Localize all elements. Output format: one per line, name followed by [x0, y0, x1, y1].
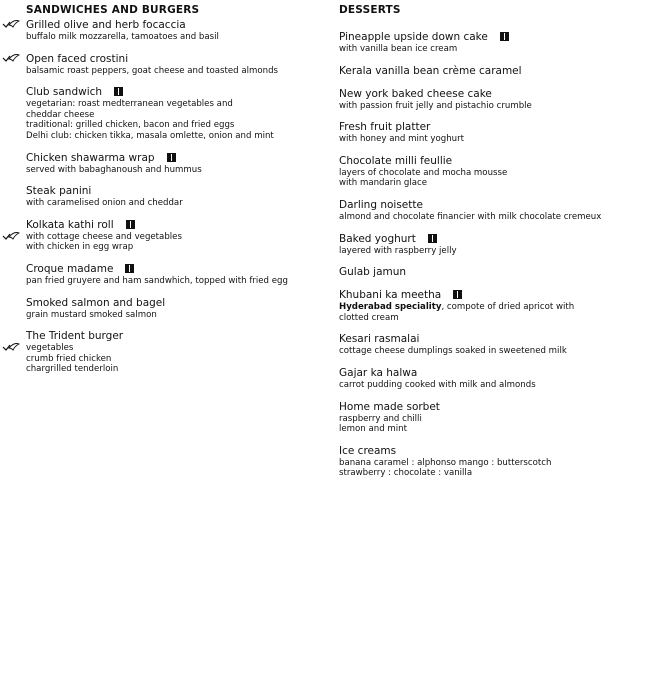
chef-recommendation-icon — [2, 341, 20, 353]
item-name: Ice creams — [339, 444, 397, 457]
item-desc: vegetables — [26, 343, 74, 354]
item-desc: almond and chocolate financier with milk chocolate cremeux — [339, 211, 602, 222]
menu-item-shawarma — [26, 152, 326, 176]
item-desc: with mandarin glace — [339, 178, 427, 189]
menu-item-trident-burger — [26, 330, 326, 375]
menu-item-sorbet — [339, 401, 644, 435]
item-desc: cheddar cheese — [26, 109, 95, 120]
item-desc: with chicken in egg wrap — [26, 242, 134, 253]
item-desc: carrot pudding cooked with milk and almonds — [339, 379, 536, 390]
sandwiches-burgers-section — [26, 4, 326, 385]
item-name: Chocolate milli feullie — [339, 154, 453, 167]
item-desc: lemon and mint — [339, 424, 407, 435]
item-desc: strawberry : chocolate : vanilla — [339, 468, 473, 479]
item-desc: with cottage cheese and vegetables — [26, 231, 182, 242]
vegetarian-icon — [125, 264, 134, 273]
item-name: Darling noisette — [339, 198, 423, 211]
menu-item-croque-madame — [26, 263, 326, 287]
item-name-row — [26, 86, 326, 99]
vegetarian-icon — [500, 32, 509, 41]
item-desc: grain mustard smoked salmon — [26, 309, 157, 320]
menu-item-milli-feullie — [339, 155, 644, 189]
item-desc: balsamic roast peppers, goat cheese and toasted almonds — [26, 65, 279, 76]
item-name: Chicken shawarma wrap — [26, 151, 155, 164]
item-name: Gulab jamun — [339, 266, 407, 279]
item-desc: traditional: grilled chicken, bacon and fried eggs — [26, 120, 235, 131]
desserts-section — [339, 4, 644, 489]
section-title-sandwiches: SANDWICHES AND BURGERS — [26, 4, 200, 16]
menu-item-ice-creams — [339, 445, 644, 479]
chef-recommendation-icon — [2, 52, 20, 64]
menu-item-gulab-jamun — [339, 266, 644, 279]
item-name-row — [26, 263, 326, 276]
item-desc: Delhi club: chicken tikka, masala omlette, onion and mint — [26, 130, 274, 141]
item-name: Kesari rasmalai — [339, 333, 420, 346]
item-name: New york baked cheese cake — [339, 87, 492, 100]
item-name: Smoked salmon and bagel — [26, 296, 166, 309]
item-desc: with honey and mint yoghurt — [339, 134, 465, 145]
item-name: Steak panini — [26, 185, 92, 198]
item-desc: layers of chocolate and mocha mousse — [339, 167, 508, 178]
item-name: Baked yoghurt — [339, 232, 416, 245]
menu-item-focaccia — [26, 19, 326, 43]
item-desc: clotted cream — [339, 312, 399, 323]
menu-item-kathi-roll — [26, 219, 326, 253]
item-name-row — [26, 152, 326, 165]
item-name: The Trident burger — [26, 330, 124, 343]
menu-item-cheese-cake — [339, 88, 644, 112]
item-name: Croque madame — [26, 262, 114, 275]
item-name: Fresh fruit platter — [339, 121, 431, 134]
chef-recommendation-icon — [2, 230, 20, 242]
item-name-row — [339, 233, 644, 246]
menu-item-fruit-platter — [339, 121, 644, 145]
item-desc-highlight: Hyderabad speciality — [339, 302, 442, 313]
item-name: Khubani ka meetha — [339, 289, 442, 302]
item-name: Kerala vanilla bean crème caramel — [339, 64, 522, 77]
vegetarian-icon — [428, 234, 437, 243]
item-name: Club sandwich — [26, 86, 103, 99]
item-desc: pan fried gruyere and ham sandwhich, topped with fried egg — [26, 275, 288, 286]
vegetarian-icon — [167, 153, 176, 162]
item-desc: raspberry and chilli — [339, 413, 422, 424]
vegetarian-icon — [453, 290, 462, 299]
menu-item-darling-noisette — [339, 199, 644, 223]
item-desc: served with babaghanoush and hummus — [26, 164, 202, 175]
item-desc-row — [339, 302, 644, 313]
menu-item-gajar-ka-halwa — [339, 367, 644, 391]
menu-item-kesari-rasmalai — [339, 333, 644, 357]
menu-item-club-sandwich — [26, 86, 326, 141]
menu-item-smoked-salmon — [26, 297, 326, 321]
item-name: Open faced crostini — [26, 52, 129, 65]
item-desc: crumb fried chicken — [26, 353, 112, 364]
item-desc: layered with raspberry jelly — [339, 245, 457, 256]
menu-item-baked-yoghurt — [339, 233, 644, 257]
chef-recommendation-icon — [2, 18, 20, 30]
item-name: Pineapple upside down cake — [339, 31, 488, 43]
item-desc: with caramelised onion and cheddar — [26, 198, 183, 209]
menu-item-khubani-ka-meetha — [339, 289, 644, 323]
item-desc: cottage cheese dumplings soaked in sweetened milk — [339, 346, 567, 357]
vegetarian-icon — [114, 87, 123, 96]
item-desc: with vanilla bean ice cream — [339, 44, 458, 54]
item-name: Grilled olive and herb focaccia — [26, 19, 186, 31]
vegetarian-icon — [126, 220, 135, 229]
spacer — [339, 19, 644, 31]
item-name-row — [26, 219, 326, 232]
item-desc: buffalo milk mozzarella, tamoatoes and basil — [26, 32, 219, 42]
menu-item-steak-panini — [26, 185, 326, 209]
item-desc: banana caramel : alphonso mango : butterscotch — [339, 457, 552, 468]
item-name-row — [339, 289, 644, 302]
item-name-row — [339, 31, 644, 44]
menu-item-pineapple-cake — [339, 31, 644, 55]
item-desc-text: , compote of dried apricot with — [441, 302, 575, 313]
item-desc: with passion fruit jelly and pistachio crumble — [339, 100, 532, 111]
section-title-desserts: DESSERTS — [339, 4, 401, 16]
item-name: Home made sorbet — [339, 400, 440, 413]
item-name: Kolkata kathi roll — [26, 218, 114, 231]
item-desc: vegetarian: roast medterranean vegetables and — [26, 99, 233, 110]
item-desc: chargrilled tenderloin — [26, 364, 119, 375]
menu-item-crostini — [26, 53, 326, 77]
menu-item-creme-caramel — [339, 65, 644, 78]
item-name: Gajar ka halwa — [339, 366, 418, 379]
